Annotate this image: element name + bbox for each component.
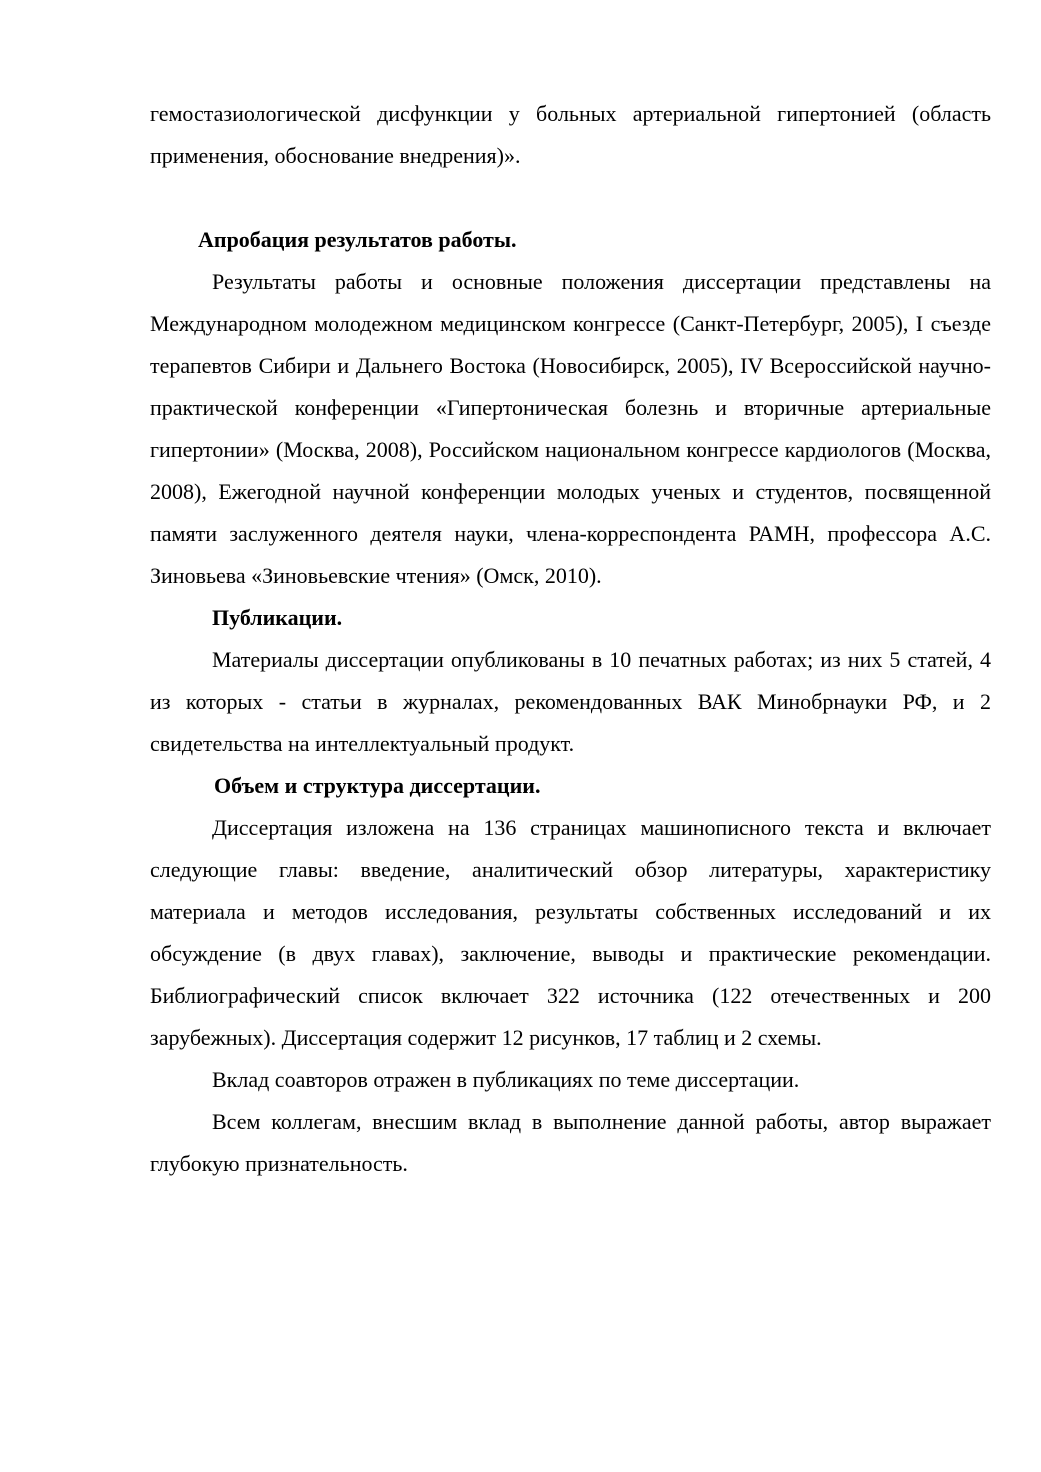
approbation-heading: Апробация результатов работы. — [198, 227, 517, 252]
publications-paragraph: Материалы диссертации опубликованы в 10 печатных работах; из них 5 статей, 4 из которых - статьи в журналах, рекомендованных ВАК Минобрнауки РФ, и 2 свидетельства на интеллектуальный продукт. — [150, 647, 991, 756]
publications-heading: Публикации. — [212, 605, 343, 630]
continuation-paragraph: гемостазиологической дисфункции у больных артериальной гипертонией (область применения, обоснование внедрения)». — [150, 101, 991, 168]
structure-paragraph: Диссертация изложена на 136 страницах машинописного текста и включает следующие главы: введение, аналитический обзор литературы, характеристику материала и методов исследования, результаты собственных исследований и их обсуждение (в двух главах), заключение, выводы и практические рекомендации. Библиографический список включает 322 источника (122 отечественных и 200 зарубежных). Диссертация содержит 12 рисунков, 17 таблиц и 2 схемы. — [150, 815, 991, 1050]
approbation-paragraph: Результаты работы и основные положения диссертации представлены на Международном молодежном медицинском конгрессе (Санкт-Петербург, 2005), I съезде терапевтов Сибири и Дальнего Востока (Новосибирск, 2005), IV Всероссийской научно-практической конференции «Гипертоническая болезнь и вторичные артериальные гипертонии» (Москва, 2008), Российском национальном конгрессе кардиологов (Москва, 2008), Ежегодной научной конференции молодых ученых и студентов, посвященной памяти заслуженного деятеля науки, члена-корреспондента РАМН, профессора А.С. Зиновьева «Зиновьевские чтения» (Омск, 2010). — [150, 269, 991, 588]
document-page — [150, 93, 991, 1185]
thanks-paragraph: Всем коллегам, внесшим вклад в выполнение данной работы, автор выражает глубокую признательность. — [150, 1109, 991, 1176]
structure-heading: Объем и структура диссертации. — [214, 773, 541, 798]
coauthors-paragraph: Вклад соавторов отражен в публикациях по теме диссертации. — [212, 1067, 800, 1092]
